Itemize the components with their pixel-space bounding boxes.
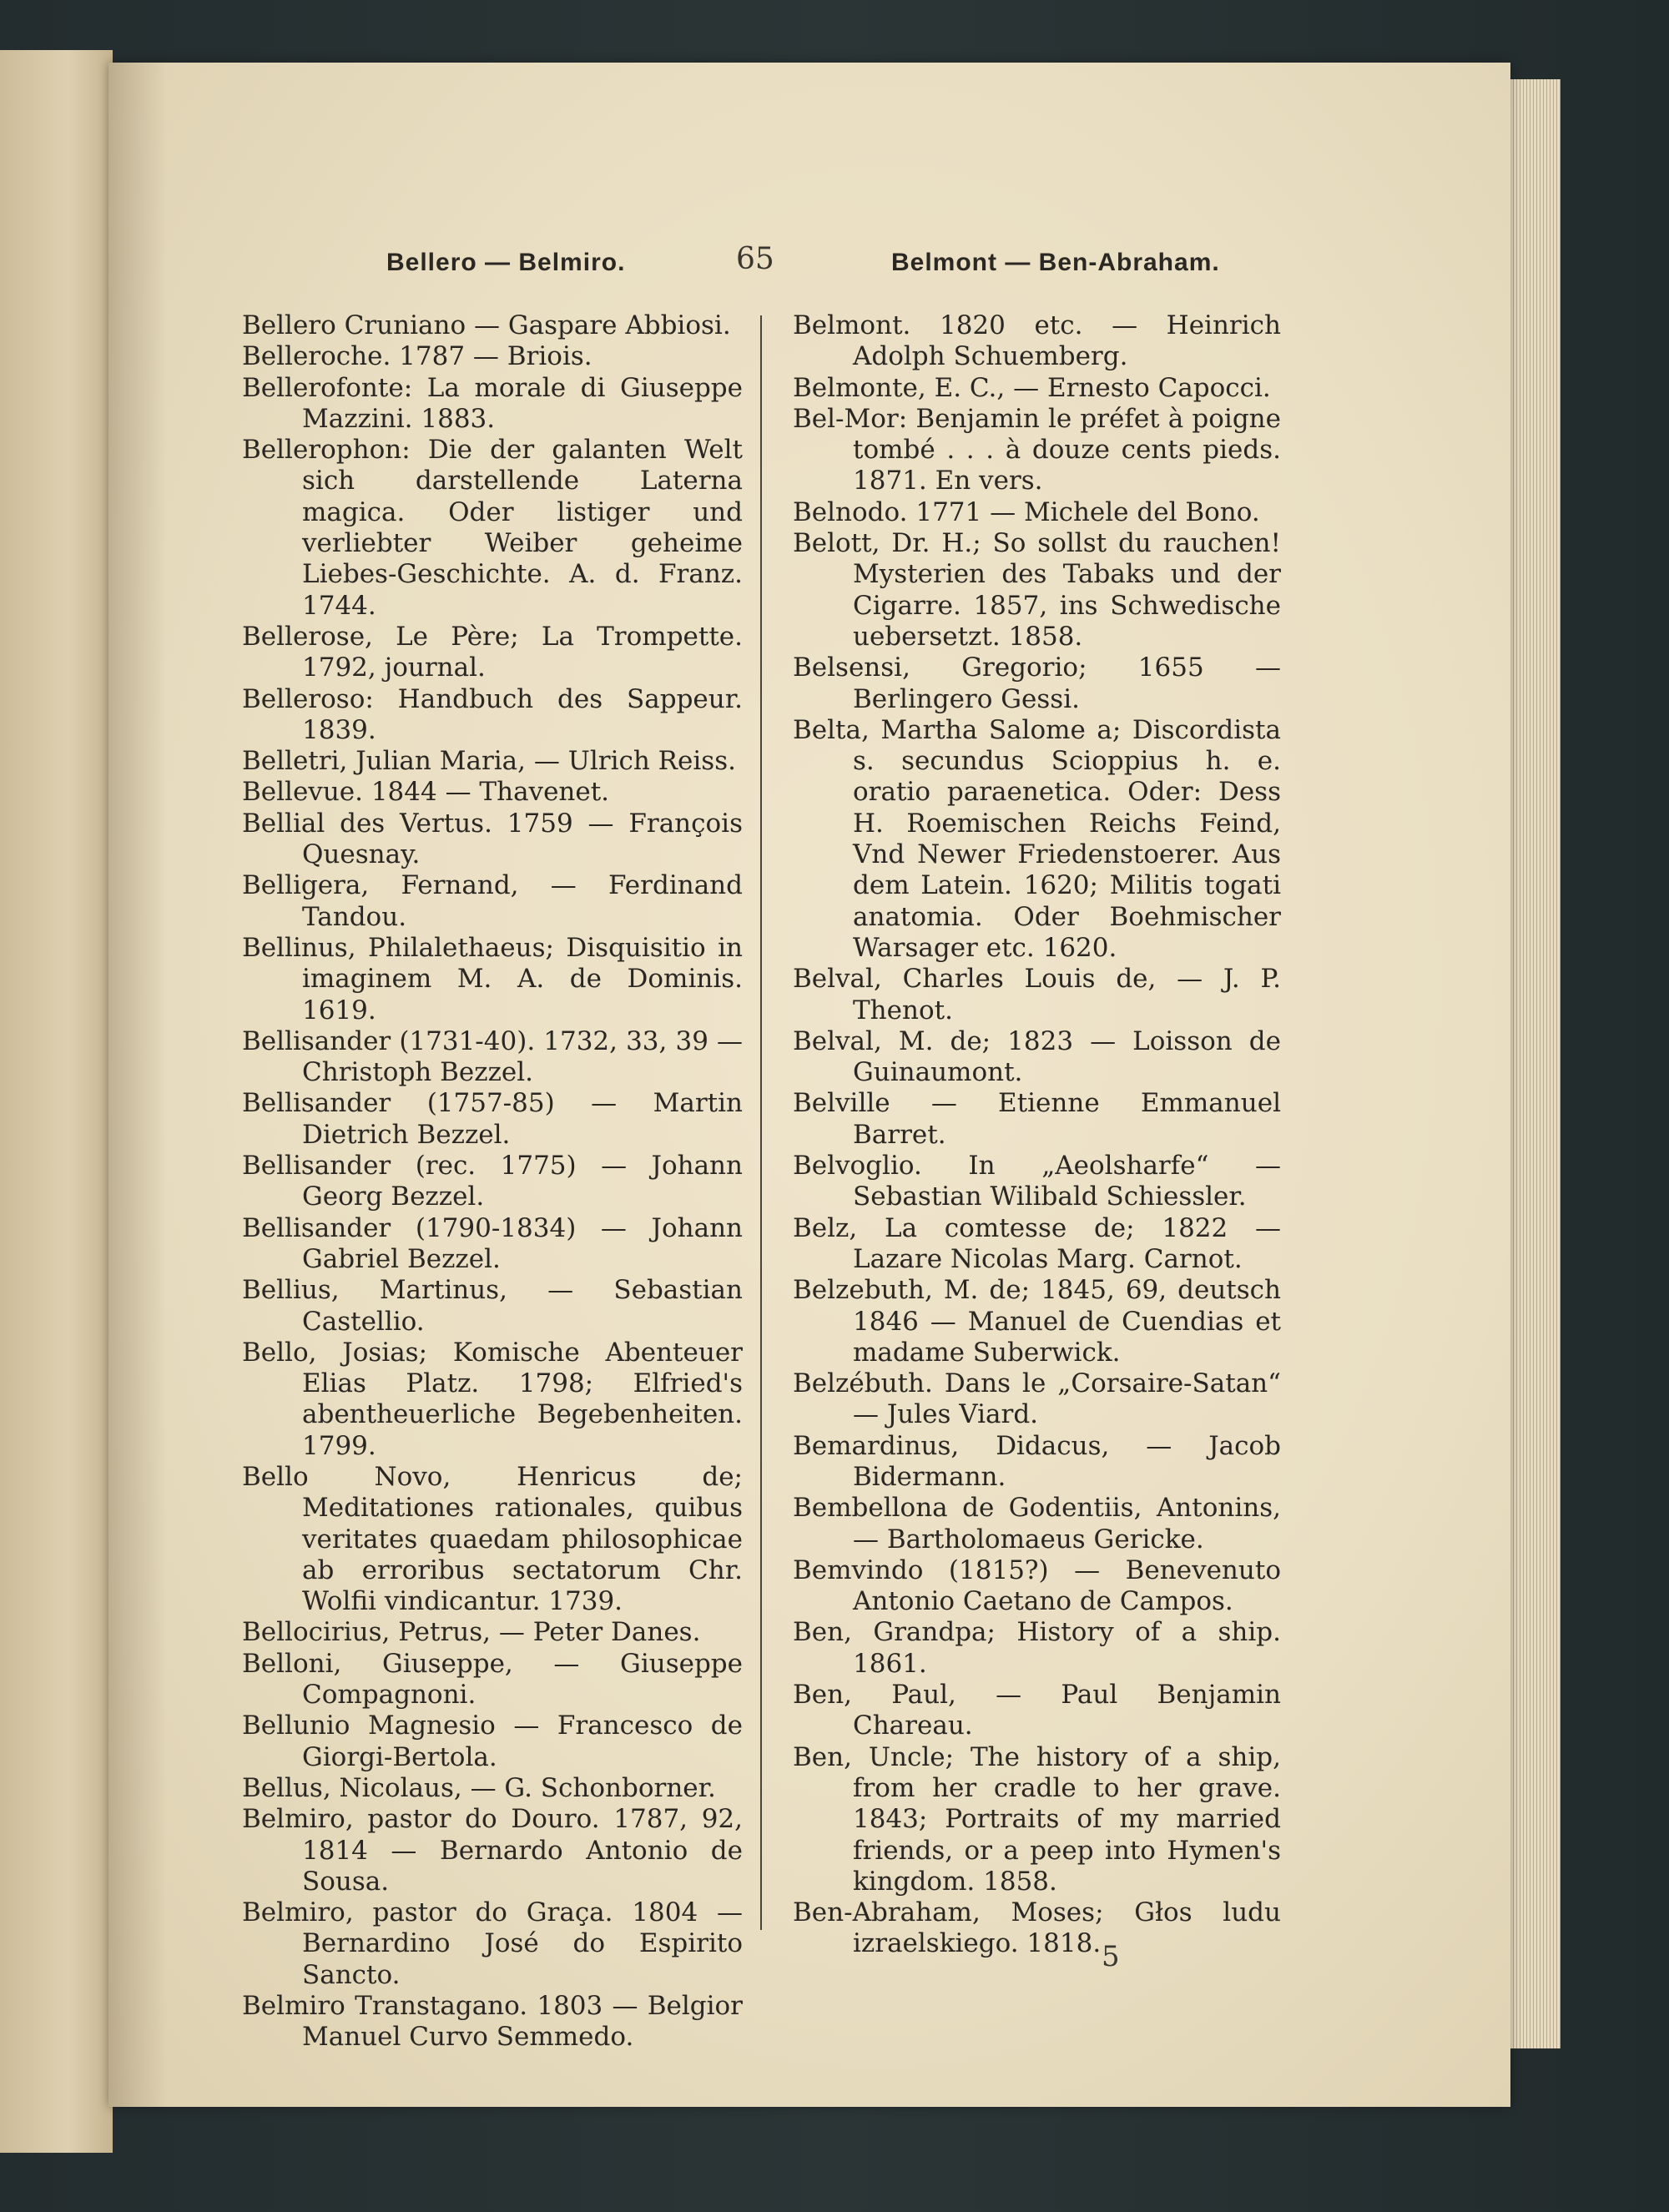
entry: Belzébuth. Dans le „Corsaire-Satan“ — Jules Viard. bbox=[793, 1368, 1281, 1430]
running-head-right: Belmont — Ben-Abraham. bbox=[891, 249, 1220, 276]
entry: Bellocirius, Petrus, — Peter Danes. bbox=[242, 1617, 701, 1648]
entry: Bello Novo, Henricus de; Meditationes rationales, quibus veritates quaedam philosophicae ab erroribus sectatorum Chr. Wolfii vindicantur. 1739. bbox=[242, 1461, 743, 1617]
entry: Ben, Paul, — Paul Benjamin Chareau. bbox=[793, 1680, 1281, 1741]
entry: Belligera, Fernand, — Ferdinand Tandou. bbox=[242, 870, 743, 932]
entry: Belville — Etienne Emmanuel Barret. bbox=[793, 1088, 1281, 1150]
entry: Bellisander (rec. 1775) — Johann Georg Bezzel. bbox=[242, 1151, 743, 1212]
running-head-left: Bellero — Belmiro. bbox=[386, 249, 626, 276]
entry: Belnodo. 1771 — Michele del Bono. bbox=[793, 496, 1260, 527]
entry: Bellero Cruniano — Gaspare Abbiosi. bbox=[242, 310, 731, 340]
entry: Belloni, Giuseppe, — Giuseppe Compagnoni. bbox=[242, 1648, 743, 1711]
entry: Bellisander (1757-85) — Martin Dietrich Bezzel. bbox=[242, 1088, 743, 1150]
entry: Belval, M. de; 1823 — Loisson de Guinaumont. bbox=[793, 1025, 1281, 1088]
entry: Bellus, Nicolaus, — G. Schonborner. bbox=[242, 1772, 716, 1803]
entry: Bellerophon: Die der galanten Welt sich darstellende Laterna magica. Oder listiger und verliebter Weiber geheime Liebes-Geschichte. A. d. Franz. 1744. bbox=[242, 435, 743, 621]
entry: Bemardinus, Didacus, — Jacob Bidermann. bbox=[793, 1430, 1281, 1492]
entry: Belval, Charles Louis de, — J. P. Thenot. bbox=[793, 964, 1281, 1025]
entry: Belott, Dr. H.; So sollst du rauchen! Mysterien des Tabaks und der Cigarre. 1857, ins Schwedische uebersetzt. 1858. bbox=[793, 528, 1281, 652]
signature-mark: 5 bbox=[1102, 1940, 1120, 1973]
column-rule bbox=[760, 315, 762, 1930]
entry: Bellinus, Philalethaeus; Disquisitio in imaginem M. A. de Dominis. 1619. bbox=[242, 932, 743, 1025]
entry: Belmonte, E. C., — Ernesto Capocci. bbox=[793, 372, 1271, 403]
entry: Bellevue. 1844 — Thavenet. bbox=[242, 777, 610, 808]
entry: Belmont. 1820 etc. — Heinrich Adolph Schuemberg. bbox=[793, 310, 1281, 372]
entry: Belsensi, Gregorio; 1655 — Berlingero Gessi. bbox=[793, 653, 1281, 714]
entry: Bellunio Magnesio — Francesco de Giorgi-Bertola. bbox=[242, 1711, 743, 1772]
entry: Bel-Mor: Benjamin le préfet à poigne tombé . . . à douze cents pieds. 1871. En vers. bbox=[793, 403, 1281, 496]
entry: Belz, La comtesse de; 1822 — Lazare Nicolas Marg. Carnot. bbox=[793, 1212, 1281, 1274]
entry: Belmiro Transtagano. 1803 — Belgior Manuel Curvo Semmedo. bbox=[242, 1991, 743, 2053]
entry: Bembellona de Godentiis, Antonins, — Bartholomaeus Gericke. bbox=[793, 1493, 1281, 1554]
entry: Belvoglio. In „Aeolsharfe“ — Sebastian Wilibald Schiessler. bbox=[793, 1151, 1281, 1212]
entry: Bellius, Martinus, — Sebastian Castellio. bbox=[242, 1275, 743, 1337]
entry: Bellerose, Le Père; La Trompette. 1792, journal. bbox=[242, 621, 743, 683]
entry: Belletri, Julian Maria, — Ulrich Reiss. bbox=[242, 746, 736, 777]
entry: Belmiro, pastor do Douro. 1787, 92, 1814 — Bernardo Antonio de Sousa. bbox=[242, 1804, 743, 1897]
entry: Bemvindo (1815?) — Benevenuto Antonio Caetano de Campos. bbox=[793, 1554, 1281, 1617]
entry: Belleroso: Handbuch des Sappeur. 1839. bbox=[242, 683, 743, 745]
entry: Ben, Grandpa; History of a ship. 1861. bbox=[793, 1617, 1281, 1679]
entry: Belta, Martha Salome a; Discordista s. secundus Scioppius h. e. oratio paraenetica. Oder: Dess H. Roemischen Reichs Feind, Vnd Newer Friedenstoerer. Aus dem Latein. 1620; Militis togati anatomia. Oder Boehmischer Warsager etc. 1620. bbox=[793, 714, 1281, 963]
entry: Belzebuth, M. de; 1845, 69, deutsch 1846 — Manuel de Cuendias et madame Suberwick. bbox=[793, 1275, 1281, 1368]
entry: Bellisander (1731-40). 1732, 33, 39 — Christoph Bezzel. bbox=[242, 1025, 743, 1088]
entry: Ben-Abraham, Moses; Głos ludu izraelskiego. 1818. bbox=[793, 1897, 1281, 1959]
entry: Bellerofonte: La morale di Giuseppe Mazzini. 1883. bbox=[242, 372, 743, 434]
page-number: 65 bbox=[736, 242, 774, 276]
entry: Bellial des Vertus. 1759 — François Quesnay. bbox=[242, 808, 743, 870]
facing-page-edge bbox=[0, 50, 113, 2153]
entry: Bello, Josias; Komische Abenteuer Elias Platz. 1798; Elfried's abentheuerliche Begebenheiten. 1799. bbox=[242, 1337, 743, 1461]
entry: Bellisander (1790-1834) — Johann Gabriel Bezzel. bbox=[242, 1212, 743, 1274]
entry: Belleroche. 1787 — Briois. bbox=[242, 341, 592, 372]
gutter-shadow bbox=[108, 63, 167, 2107]
entry: Belmiro, pastor do Graça. 1804 — Bernardino José do Espirito Sancto. bbox=[242, 1897, 743, 1990]
entry: Ben, Uncle; The history of a ship, from her cradle to her grave. 1843; Portraits of my married friends, or a peep into Hymen's kingdom. 1858. bbox=[793, 1741, 1281, 1897]
right-column bbox=[793, 310, 1281, 1960]
left-column bbox=[242, 310, 743, 2053]
